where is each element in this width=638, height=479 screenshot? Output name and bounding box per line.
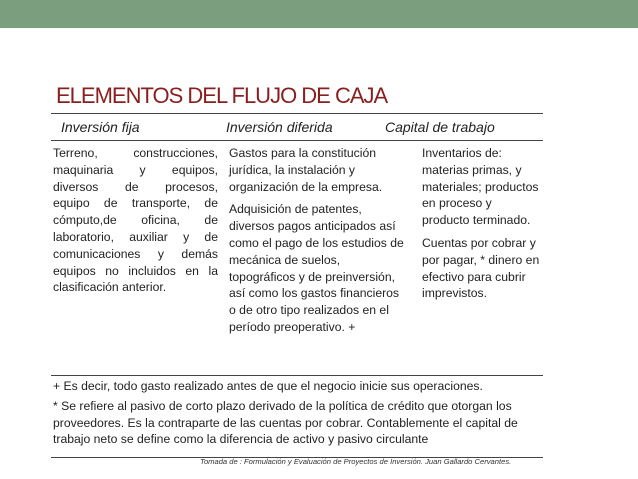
footnote-plus: + Es decir, todo gasto realizado antes de que el negocio inicie sus operaciones. [53, 379, 483, 393]
footnote-asterisk: * Se refiere al pasivo de corto plazo derivado de la política de crédito que otorgan los proveedores. Es la contraparte de las cuentas por cobrar. Contablemente el capital de trabajo neto se define como la diferencia de activo y pasivo circulante [53, 399, 518, 446]
cell-capital-trabajo [422, 145, 540, 308]
header-inversion-fija: Inversión fija [61, 119, 140, 135]
source-citation: Tomada de : Formulación y Evaluación de Proyectos de Inversión. Juan Gallardo Cervantes. [200, 457, 512, 466]
col1-line: comunicaciones y demás [53, 246, 218, 261]
capital-paragraph-2: Cuentas por cobrar y por pagar, * dinero en efectivo para cubrir imprevistos. [422, 235, 540, 301]
diferida-paragraph-1: Gastos para la constitución jurídica, la instalación y organización de la empresa. [229, 146, 383, 194]
slide-title: ELEMENTOS DEL FLUJO DE CAJA [56, 83, 388, 108]
col1-line: cómputo,de oficina, de [53, 213, 218, 228]
table-footnotes-row [51, 375, 543, 457]
header-inversion-diferida: Inversión diferida [226, 119, 333, 135]
cell-inversion-fija [53, 145, 218, 296]
top-accent-bar [0, 0, 638, 28]
col1-line: laboratorio, auxiliar y de [53, 229, 218, 244]
col1-line: equipos no incluidos en la [53, 263, 218, 278]
col1-line: maquinaria y equipos, [53, 162, 218, 177]
col1-line: clasificación anterior. [53, 280, 167, 295]
col1-line: equipo de transporte, de [53, 196, 218, 211]
table-header-row [51, 114, 543, 141]
cell-inversion-diferida [229, 145, 407, 342]
cash-flow-table [51, 113, 543, 458]
diferida-paragraph-2: Adquisición de patentes, diversos pagos anticipados así como el pago de los estudios de mecánica de suelos, topográficos y de preinversión, así como los gastos financieros o de otro tipo realizados en el período preoperativo. + [229, 202, 404, 334]
header-capital-trabajo: Capital de trabajo [385, 119, 495, 135]
col1-line: diversos de procesos, [53, 179, 218, 194]
capital-paragraph-1: Inventarios de: materias primas, y materiales; productos en proceso y producto terminado. [422, 146, 539, 228]
col1-line: Terreno, construcciones, [53, 146, 218, 160]
